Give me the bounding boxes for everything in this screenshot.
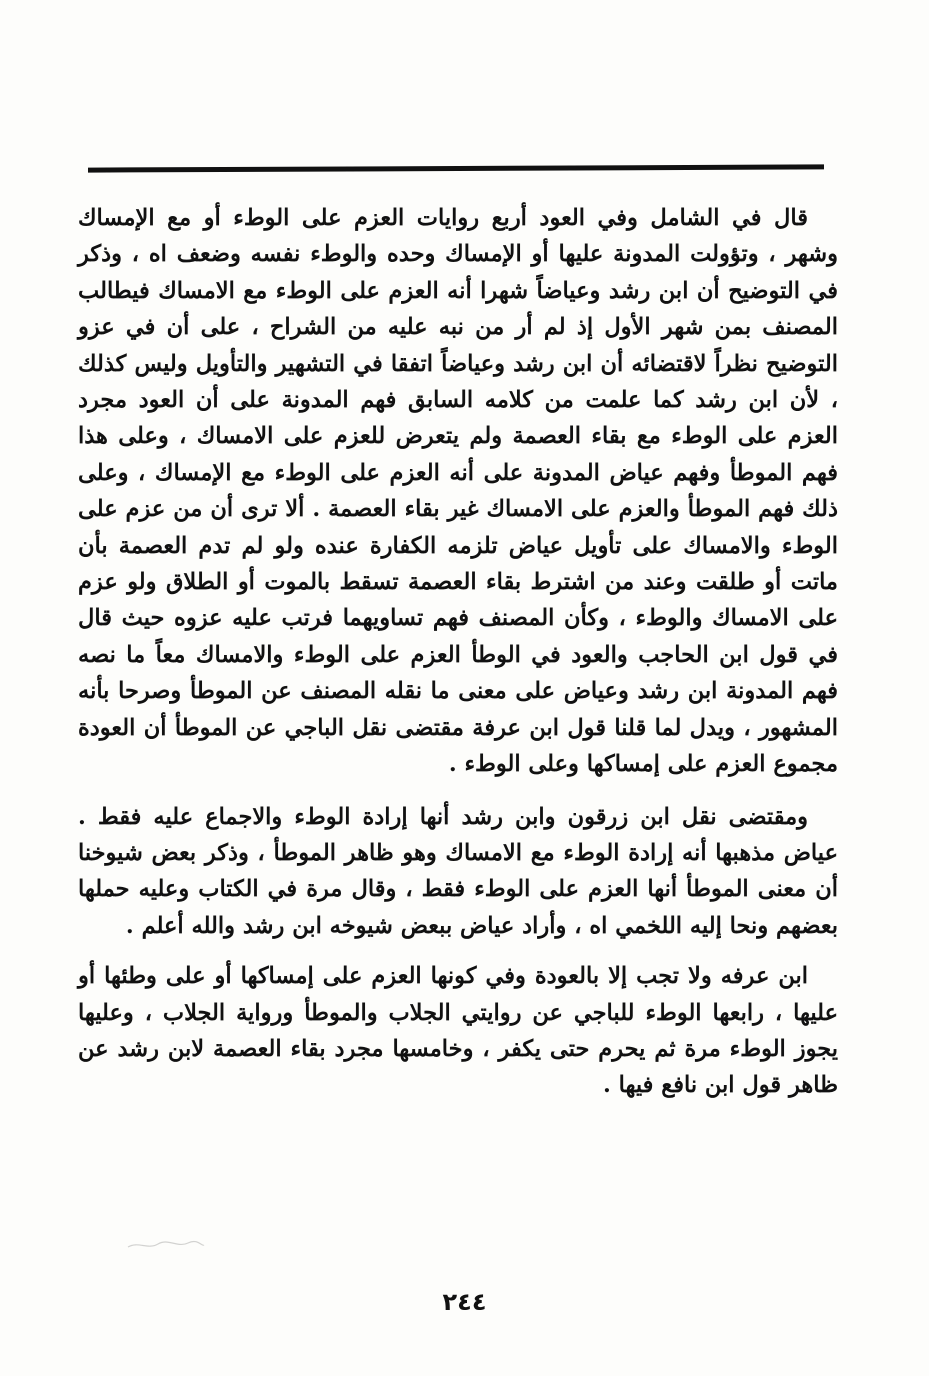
paragraph: ومقتضى نقل ابن زرقون وابن رشد أنها إرادة الوطء والاجماع عليه فقط . عياض مذهبها أنه إرادة الوطء مع الامساك وهو ظاهر الموطأ ، وذكر بعض شيوخنا أن معنى الموطأ أنها العزم على الوطء فقط ، وقال مرة في الكتاب وعليه حملها بعضهم ونحا إليه اللخمي اه ، وأراد عياض ببعض شيوخه ابن رشد والله أعلم . bbox=[78, 803, 838, 939]
page-number: ٢٤٤ bbox=[442, 1288, 487, 1316]
ink-smudge bbox=[126, 1238, 206, 1252]
body-text bbox=[78, 200, 838, 1104]
paragraph: قال في الشامل وفي العود أربع روايات العزم على الوطء أو مع الإمساك وشهر ، وتؤولت المدونة عليها أو الإمساك وحده والوطء نفسه وضعف اه ، وذكر في التوضيح أن ابن رشد وعياضاً شهرا أنه العزم على الوطء مع الامساك فيطالب المصنف بمن شهر الأول إذ لم أر من نبه عليه من الشراح ، على أن في عزو التوضيح نظراً لاقتضائه أن ابن رشد وعياضاً اتفقا في التشهير والتأويل وليس كذلك ، لأن ابن رشد كما علمت من كلامه السابق فهم المدونة على أن العود مجرد العزم على الوطء مع بقاء العصمة ولم يتعرض للعزم على الامساك ، وعلى هذا فهم الموطأ وفهم عياض المدونة على أنه العزم على الوطء مع الإمساك ، وعلى ذلك فهم الموطأ والعزم على الامساك غير بقاء العصمة . ألا ترى أن من عزم على الوطء والامساك على تأويل عياض تلزمه الكفارة عنده ولو لم تدم العصمة بأن ماتت أو طلقت وعند من اشترط بقاء العصمة تسقط بالموت أو الطلاق ولو عزم على الامساك والوطء ، وكأن المصنف فهم تساويهما فرتب عليه عزوه حيث قال في قول ابن الحاجب والعود في الوطأ العزم على الوطء والامساك معاً ما نصه فهم المدونة ابن رشد وعياض على معنى ما نقله المصنف عن الموطأ وصرحا بأنه المشهور ، ويدل لما قلنا قول ابن عرفة مقتضى نقل الباجي عن الموطأ أن العودة مجموع العزم على إمساكها وعلى الوطء . bbox=[78, 205, 838, 778]
paragraph: ابن عرفه ولا تجب إلا بالعودة وفي كونها العزم على إمساكها أو على وطئها أو عليها ، رابعها الوطء للباجي عن روايتي الجلاب والموطأ ورواية الجلاب ، وعليها يجوز الوطء مرة ثم يحرم حتى يكفر ، وخامسها مجرد بقاء العصمة لابن رشد عن ظاهر قول ابن نافع فيها . bbox=[78, 963, 838, 1099]
header-rule bbox=[88, 164, 824, 172]
